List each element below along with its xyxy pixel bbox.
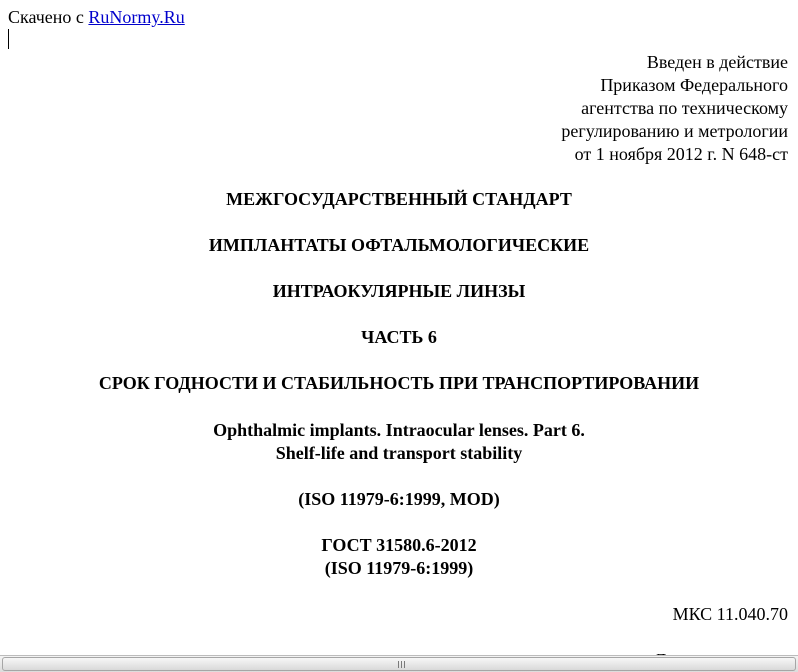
intro-line: агентства по техническому	[581, 98, 788, 118]
part-number: ЧАСТЬ 6	[361, 327, 437, 347]
text-cursor	[8, 29, 9, 49]
scrollbar-thumb[interactable]	[2, 657, 796, 671]
intro-line: регулированию и метрологии	[561, 121, 788, 141]
title-lenses: ИНТРАОКУЛЯРНЫЕ ЛИНЗЫ	[272, 281, 526, 301]
standard-type: МЕЖГОСУДАРСТВЕННЫЙ СТАНДАРТ	[226, 189, 572, 209]
gost-number: ГОСТ 31580.6-2012	[321, 535, 477, 555]
download-source-line	[8, 6, 185, 29]
title-implants: ИМПЛАНТАТЫ ОФТАЛЬМОЛОГИЧЕСКИЕ	[208, 235, 590, 255]
iso-reference: (ISO 11979-6:1999)	[324, 558, 474, 578]
introduction-order-block	[561, 51, 788, 166]
mks-code: МКС 11.040.70	[672, 604, 788, 624]
runormy-link[interactable]: RuNormy.Ru	[88, 7, 185, 27]
intro-line: от 1 ноября 2012 г. N 648-ст	[574, 144, 788, 164]
horizontal-scrollbar[interactable]	[0, 655, 798, 672]
english-title-line-1: Ophthalmic implants. Intraocular lenses. Part 6.	[213, 420, 585, 440]
scrollbar-grip-icon	[398, 661, 406, 668]
english-title-line-2: Shelf-life and transport stability	[275, 443, 523, 463]
download-prefix: Скачено с	[8, 7, 84, 27]
next-line-fragment	[654, 649, 666, 653]
intro-line: Введен в действие	[646, 52, 788, 72]
iso-mod-reference: (ISO 11979-6:1999, MOD)	[298, 489, 500, 509]
intro-line: Приказом Федерального	[600, 75, 788, 95]
title-shelf-life: СРОК ГОДНОСТИ И СТАБИЛЬНОСТЬ ПРИ ТРАНСПОРТИРОВАНИИ	[98, 373, 700, 393]
